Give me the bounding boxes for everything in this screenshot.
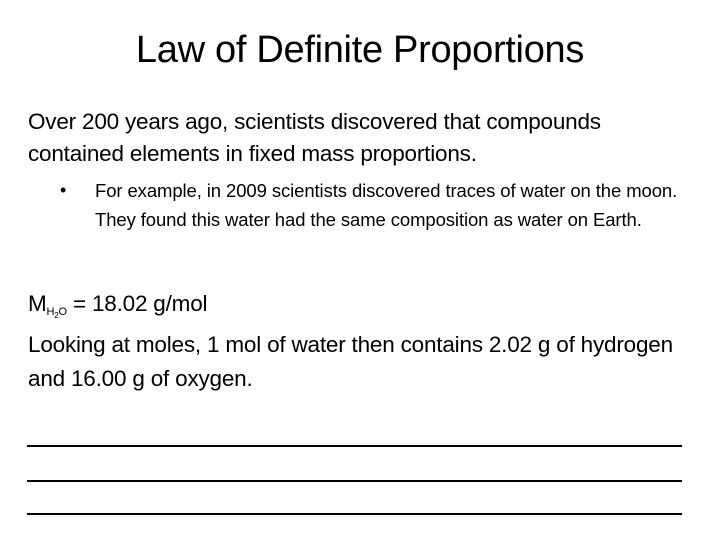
answer-blank-line-1[interactable] (27, 445, 682, 447)
molar-mass-line (28, 288, 700, 325)
bullet-marker: • (60, 180, 67, 200)
slide-title: Law of Definite Proportions (135, 29, 585, 71)
intro-paragraph: Over 200 years ago, scientists discovered that compounds contained elements in fixed mass proportions. (28, 109, 601, 166)
molar-mass-symbol: M (28, 291, 47, 316)
answer-blank-line-2[interactable] (27, 480, 682, 482)
answer-blank-line-3[interactable] (27, 513, 682, 515)
subscript-o: O (58, 306, 67, 318)
molar-mass-equation: = 18.02 g/mol (66, 291, 208, 316)
subscript-h: H (46, 306, 55, 318)
bullet-text: For example, in 2009 scientists discovered traces of water on the moon. They found this water had the same composition as water on Earth. (95, 180, 678, 230)
subscript-2: 2 (54, 311, 59, 320)
moles-paragraph: Looking at moles, 1 mol of water then contains 2.02 g of hydrogen and 16.00 g of oxygen. (28, 332, 673, 391)
